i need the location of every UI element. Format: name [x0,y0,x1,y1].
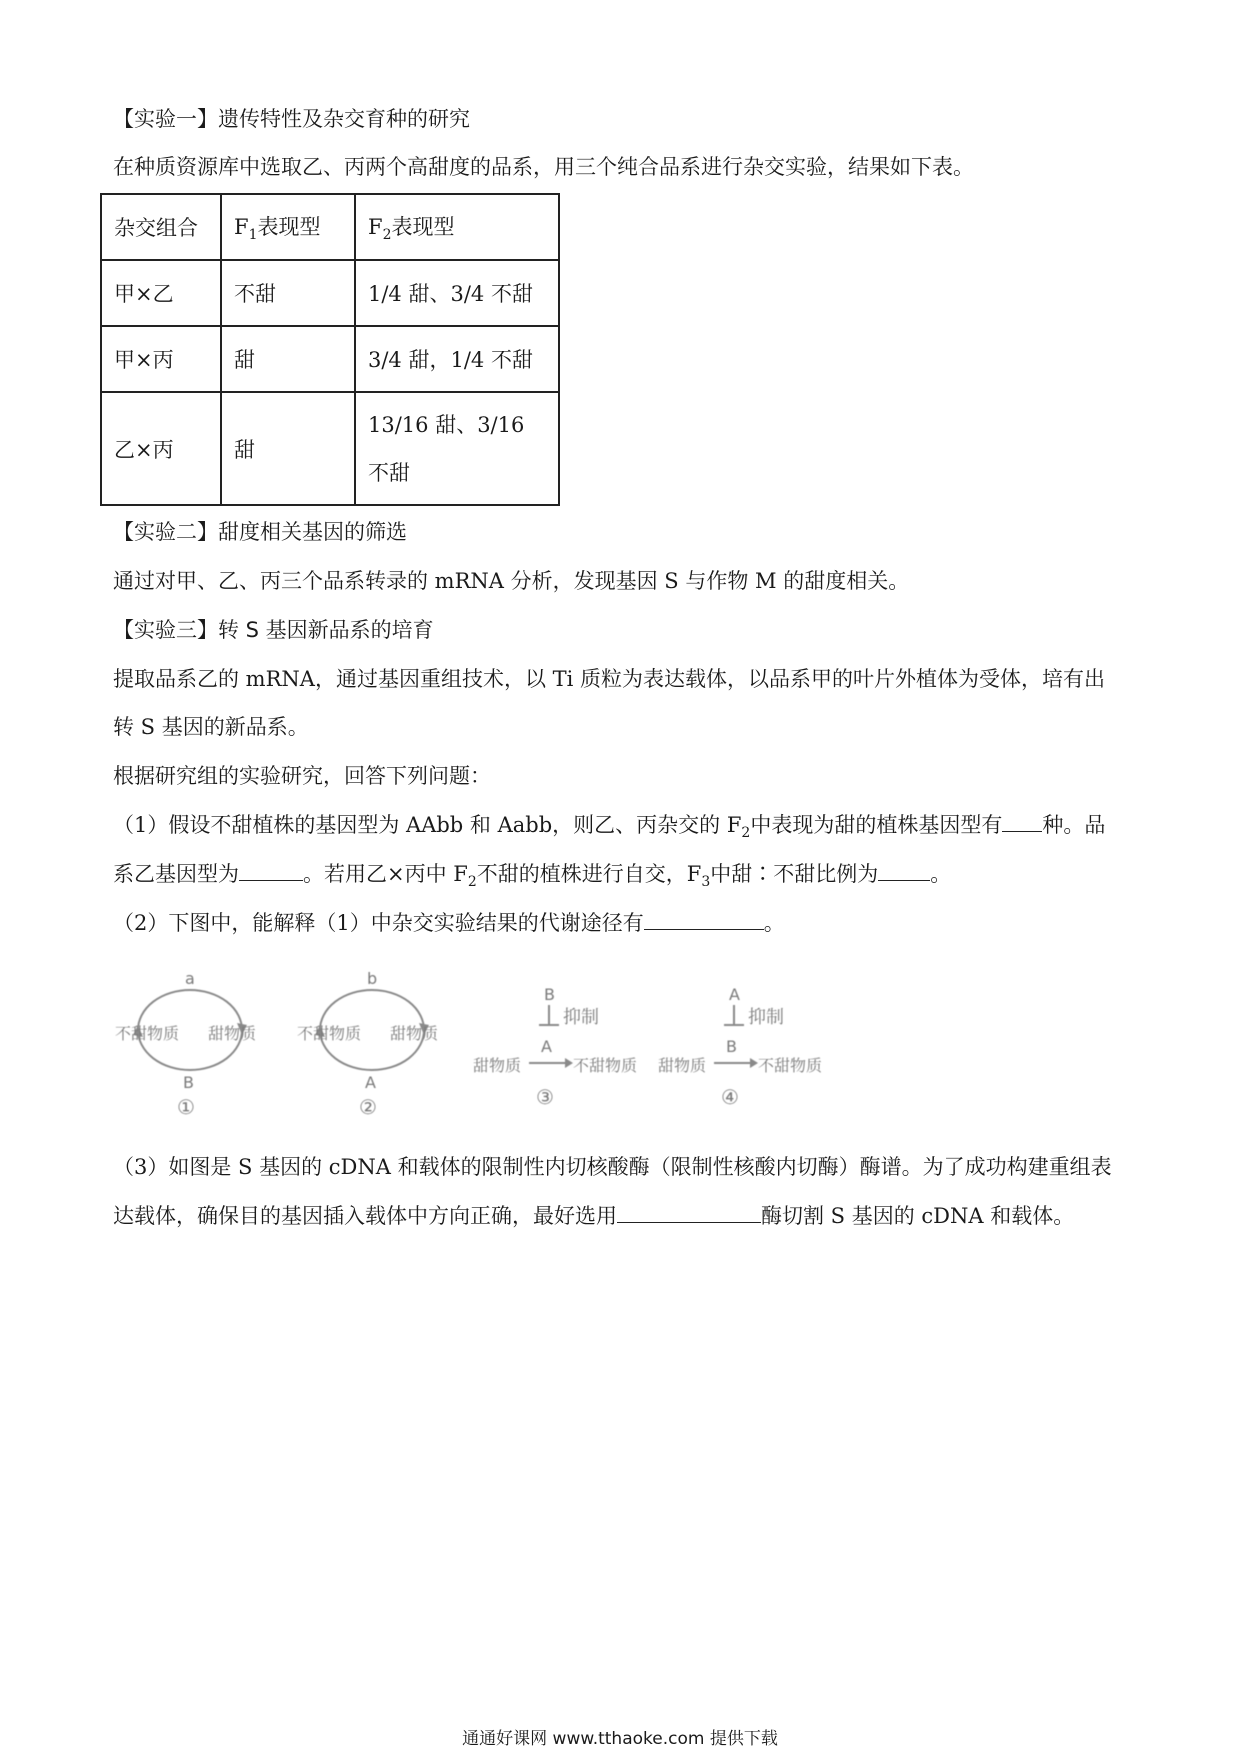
q3-line-1: （3）如图是 S 基因的 cDNA 和载体的限制性内切核酸酶（限制性核酸内切酶）酶谱。为了成功构建重组表 [113,1155,1112,1179]
diagram-number: ③ [536,1085,554,1109]
product-label: 甜物质 [390,1024,439,1043]
table-row [101,260,559,326]
exp3-title: 【实验三】转 S 基因新品系的培育 [113,618,434,642]
table-row [101,392,559,505]
q1-line-2: 系乙基因型为 。若用乙×丙中 $F_2$不甜的植株进行自交，$F_3$中甜∶不甜比例为 。 [113,862,952,891]
answer-blank[interactable] [1002,813,1042,832]
inhibit-label: 抑制 [563,1007,599,1028]
substrate-label: 甜物质 [473,1056,522,1075]
answer-blank[interactable] [878,862,930,881]
answer-blank[interactable] [239,862,303,881]
cell-f2: 13/16 甜、3/16 不甜 [355,392,559,505]
substrate-label: 不甜物质 [297,1024,362,1043]
product-label: 甜物质 [208,1024,257,1043]
inhibitor-label: B [544,985,555,1004]
table-row [101,326,559,392]
enzyme-label: B [726,1037,737,1056]
q1-line-1: （1）假设不甜植株的基因型为 AAbb 和 Aabb，则乙、丙杂交的 $F_2$中表现为甜的植株基因型有 种。品 [113,813,1106,842]
pathway-diagram-2 [297,969,447,1125]
exp1-intro: 在种质资源库中选取乙、丙两个高甜度的品系，用三个纯合品系进行杂交实验，结果如下表。 [113,155,974,179]
q3-line-2: 达载体，确保目的基因插入载体中方向正确，最好选用 酶切割 S 基因的 cDNA 和载体。 [113,1204,1075,1228]
cell-f2: 3/4 甜，1/4 不甜 [355,326,559,392]
enzyme-label: A [541,1037,552,1056]
header-f1: $F_1$表现型 [221,194,355,260]
cross-table [100,193,560,506]
enzyme-label-bottom: A [365,1073,376,1092]
cell-f2: 1/4 甜、3/4 不甜 [355,260,559,326]
cell-f1: 甜 [221,392,355,505]
cell-f1: 甜 [221,326,355,392]
enzyme-label-bottom: B [183,1073,194,1092]
answer-blank[interactable] [617,1204,761,1223]
pathway-diagram-3 [473,985,643,1125]
cell-cross: 甲×乙 [101,260,221,326]
cell-f1: 不甜 [221,260,355,326]
cell-cross: 乙×丙 [101,392,221,505]
exp1-title: 【实验一】遗传特性及杂交育种的研究 [113,107,470,131]
product-label: 不甜物质 [573,1056,638,1075]
diagram-number: ① [177,1095,195,1119]
exp2-title: 【实验二】甜度相关基因的筛选 [113,520,407,544]
cell-cross: 甲×丙 [101,326,221,392]
diagram-number: ④ [721,1085,739,1109]
inhibitor-label: A [729,985,740,1004]
substrate-label: 甜物质 [658,1056,707,1075]
inhibit-label: 抑制 [748,1007,784,1028]
exp3-text-2: 转 S 基因的新品系。 [113,715,309,739]
pathway-diagram-1 [115,969,265,1125]
answer-blank[interactable] [644,911,764,930]
enzyme-label-top: b [367,969,378,988]
enzyme-label-top: a [185,969,195,988]
header-f2: $F_2$表现型 [355,194,559,260]
exp3-text-1: 提取品系乙的 mRNA，通过基因重组技术，以 Ti 质粒为表达载体，以品系甲的叶片外植体为受体，培有出 [113,667,1106,691]
diagram-number: ② [359,1095,377,1119]
header-cross: 杂交组合 [101,194,221,260]
exp2-text: 通过对甲、乙、丙三个品系转录的 mRNA 分析，发现基因 S 与作物 M 的甜度相关。 [113,569,910,593]
pathway-diagram-4 [658,985,828,1125]
question-intro: 根据研究组的实验研究，回答下列问题： [113,764,491,788]
substrate-label: 不甜物质 [115,1024,180,1043]
product-label: 不甜物质 [758,1056,823,1075]
table-header-row [101,194,559,260]
q2-line: （2）下图中，能解释（1）中杂交实验结果的代谢途径有 。 [113,911,785,935]
page-footer: 通通好课网 www.tthaoke.com 提供下载 [462,1729,778,1749]
